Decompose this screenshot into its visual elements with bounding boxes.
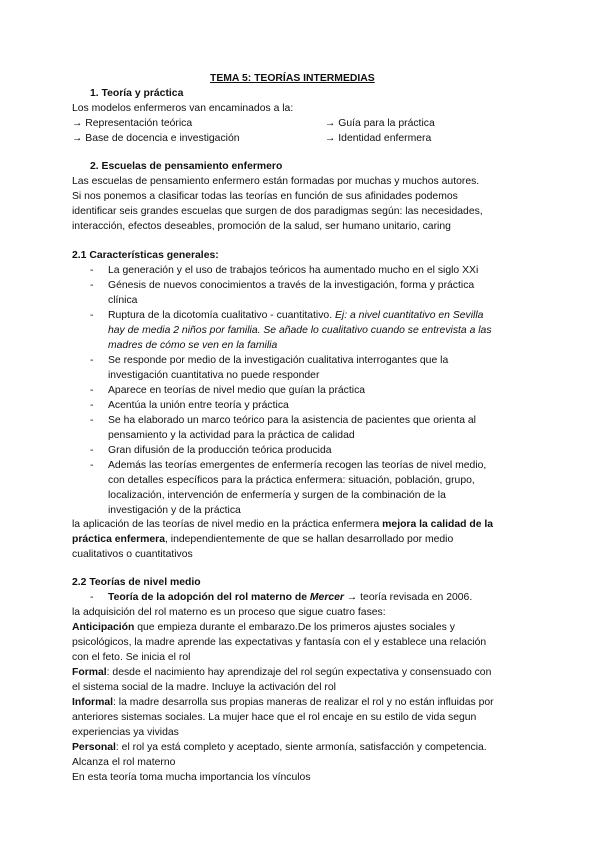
theory-title bbox=[108, 591, 472, 604]
bullet-dash: - bbox=[90, 460, 94, 471]
closing-line: En esta teoría toma mucha importancia los vínculos bbox=[72, 772, 311, 783]
phase-line: psicológicos, la madre aprende las expectativas y fantasía con el y establece una relación bbox=[72, 637, 487, 648]
bullet-dash: - bbox=[90, 310, 94, 321]
bullet-text bbox=[108, 309, 483, 322]
paragraph-line: Si nos ponemos a clasificar todas las teorías en función de sus afinidades podemos bbox=[72, 191, 458, 202]
phase-label: Personal bbox=[72, 742, 116, 753]
phase-line: con el feto. Se inicia el rol bbox=[72, 652, 191, 663]
phase-line: experiencias ya vividas bbox=[72, 727, 179, 738]
bullet-dash: - bbox=[90, 592, 94, 603]
section-2-1-heading: 2.1 Características generales: bbox=[72, 250, 219, 261]
phase-line bbox=[72, 696, 494, 709]
document-title: TEMA 5: TEORÍAS INTERMEDIAS bbox=[210, 73, 375, 84]
bullet-dash: - bbox=[90, 280, 94, 291]
phase-line bbox=[72, 741, 487, 754]
bullet-dash: - bbox=[90, 265, 94, 276]
phase-label: Anticipación bbox=[72, 622, 135, 633]
conclusion-bold: mejora la calidad de la bbox=[382, 519, 494, 530]
paragraph-line: la adquisición del rol materno es un proceso que sigue cuatro fases: bbox=[72, 607, 386, 618]
conclusion-line bbox=[72, 533, 453, 546]
phase-line bbox=[72, 666, 491, 679]
phase-text: : la madre desarrolla sus propias maneras de realizar el rol y no están influidas por bbox=[113, 697, 494, 708]
bullet-text: pensamiento y la actividad para la práctica de calidad bbox=[108, 430, 355, 441]
conclusion-regular: , independientemente de que se hallan desarrollado por medio bbox=[165, 534, 454, 545]
section-2-2-heading: 2.2 Teorías de nivel medio bbox=[72, 577, 201, 588]
list-item: → Base de docencia e investigación bbox=[72, 133, 240, 144]
phase-line: anteriores sistemas sociales. La mujer hace que el rol encaje en su estilo de vida segun bbox=[72, 712, 477, 723]
bullet-text: Gran difusión de la producción teórica producida bbox=[108, 445, 332, 456]
phase-line bbox=[72, 621, 455, 634]
bullet-text: La generación y el uso de trabajos teóricos ha aumentado mucho en el siglo XXi bbox=[108, 265, 479, 276]
paragraph-line: identificar seis grandes escuelas que surgen de dos paradigmas según: las necesidades, bbox=[72, 206, 483, 217]
bullet-text: Además las teorías emergentes de enfermería recogen las teorías de nivel medio, bbox=[108, 460, 487, 471]
phase-label: Formal bbox=[72, 667, 107, 678]
bullet-text: Acentúa la unión entre teoría y práctica bbox=[108, 400, 289, 411]
phase-line: Alcanza el rol materno bbox=[72, 757, 176, 768]
bullet-text: investigación cuantitativa no puede responder bbox=[108, 370, 320, 381]
paragraph-line: Las escuelas de pensamiento enfermero están formadas por muchas y muchos autores. bbox=[72, 176, 480, 187]
bullet-text: Aparece en teorías de nivel medio que guían la práctica bbox=[108, 385, 366, 396]
bullet-text-regular: Ruptura de la dicotomía cualitativo - cuantitativo. bbox=[108, 310, 335, 321]
conclusion-bold: práctica enfermera bbox=[72, 534, 165, 545]
example-text: madres de cómo se ven en la familia bbox=[108, 340, 278, 351]
theory-revision: → teoría revisada en 2006. bbox=[343, 592, 473, 603]
section-1-intro: Los modelos enfermeros van encaminados a la: bbox=[72, 103, 294, 114]
section-1-heading: 1. Teoría y práctica bbox=[90, 88, 184, 99]
bullet-text: Génesis de nuevos conocimientos a través de la investigación, forma y práctica bbox=[108, 280, 475, 291]
section-2-heading: 2. Escuelas de pensamiento enfermero bbox=[90, 161, 283, 172]
phase-text: : desde el nacimiento hay aprendizaje del rol según expectativa y consensuado con bbox=[106, 667, 492, 678]
example-text: Ej: a nivel cuantitativo en Sevilla bbox=[334, 310, 484, 321]
bullet-dash: - bbox=[90, 445, 94, 456]
theory-title-bold: Teoría de la adopción del rol materno de bbox=[108, 592, 310, 603]
phase-text: : el rol ya está completo y aceptado, siente armonía, satisfacción y competencia. bbox=[115, 742, 487, 753]
phase-text: que empieza durante el embarazo.De los primeros ajustes sociales y bbox=[134, 622, 455, 633]
bullet-text: investigación y de la práctica bbox=[108, 505, 241, 516]
bullet-dash: - bbox=[90, 355, 94, 366]
bullet-text: clínica bbox=[108, 295, 138, 306]
list-item: → Identidad enfermera bbox=[325, 133, 432, 144]
bullet-text: Se responde por medio de la investigación cualitativa interrogantes que la bbox=[108, 355, 449, 366]
bullet-dash: - bbox=[90, 400, 94, 411]
bullet-dash: - bbox=[90, 415, 94, 426]
conclusion-regular: la aplicación de las teorías de nivel medio en la práctica enfermera bbox=[72, 519, 383, 530]
bullet-dash: - bbox=[90, 385, 94, 396]
theory-author: Mercer bbox=[309, 592, 344, 603]
conclusion-line bbox=[72, 518, 493, 531]
phase-label: Informal bbox=[72, 697, 113, 708]
list-item: → Guía para la práctica bbox=[325, 118, 435, 129]
bullet-text: Se ha elaborado un marco teórico para la asistencia de pacientes que orienta al bbox=[108, 415, 476, 426]
conclusion-line: cualitativos o cuantitativos bbox=[72, 549, 193, 560]
bullet-text: con detalles específicos para la práctica enfermera: situación, población, grupo, bbox=[108, 475, 475, 486]
paragraph-line: interacción, efectos deseables, promoción de la salud, ser humano unitario, caring bbox=[72, 221, 451, 232]
phase-line: el sistema social de la madre. Incluye la activación del rol bbox=[72, 682, 336, 693]
list-item: → Representación teórica bbox=[72, 118, 193, 129]
example-text: hay de media 2 niños por familia. Se añade lo cualitativo cuando se entrevista a las bbox=[108, 325, 492, 336]
bullet-text: localización, intervención de enfermería y surgen de la combinación de la bbox=[108, 490, 446, 501]
